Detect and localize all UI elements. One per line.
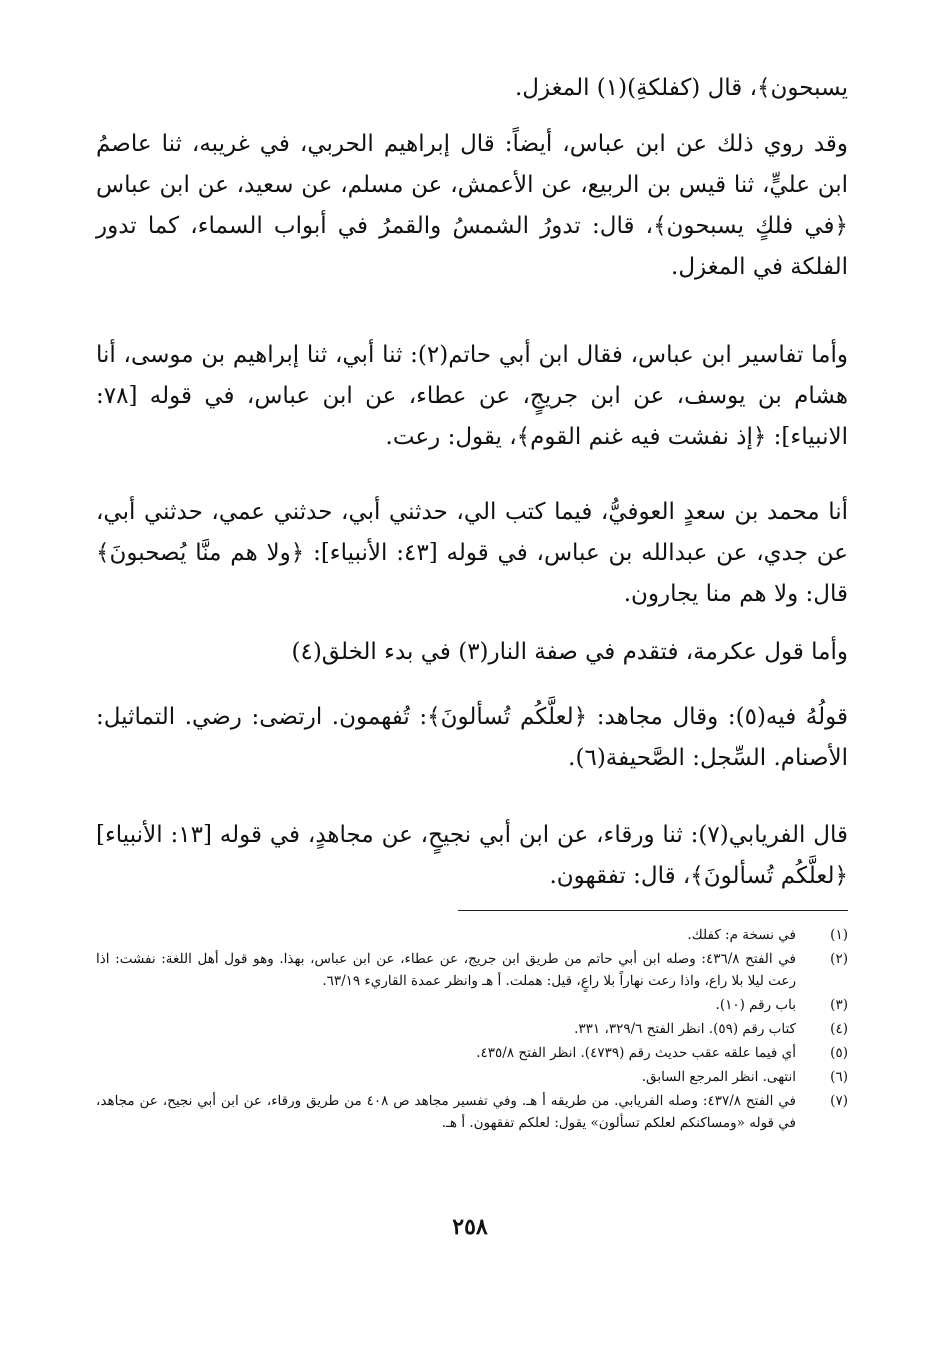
- footnote-number: (٥): [830, 1045, 848, 1061]
- footnote-number: (٤): [830, 1021, 848, 1037]
- footnote-number: (٢): [830, 951, 848, 967]
- footnote-separator: [458, 910, 848, 911]
- footnote-text: انتهى. انظر المرجع السابق.: [641, 1069, 796, 1085]
- footnote-7: [96, 1090, 848, 1134]
- footnote-number: (٧): [830, 1093, 848, 1109]
- paragraph-2: وقد روي ذلك عن ابن عباس، أيضاً: قال إبراهيم الحربي، في غريبه، ثنا عاصمُ ابن عليٍّ، ثنا قيس بن الربيع، عن الأعمش، عن مسلم، عن سعيد، عن ابن عباس ﴿في فلكٍ يسبحون﴾، قال: تدورُ الشمسُ والقمرُ في أبواب السماء، كما تدور الفلكة في المغزل.: [96, 131, 848, 280]
- paragraph-5: وأما قول عكرمة، فتقدم في صفة النار(٣) في بدء الخلق(٤): [291, 639, 848, 665]
- footnote-text: باب رقم (١٠).: [715, 997, 796, 1013]
- footnote-number: (٦): [830, 1069, 848, 1085]
- footnote-number: (١): [830, 927, 848, 943]
- footnote-6: [96, 1066, 848, 1088]
- footnote-2: [96, 948, 848, 992]
- footnotes: [96, 924, 848, 1136]
- footnote-5: [96, 1042, 848, 1064]
- footnote-3: [96, 994, 848, 1016]
- footnote-4: [96, 1018, 848, 1040]
- footnote-text: كتاب رقم (٥٩). انظر الفتح ٣٢٩/٦، ٣٣١.: [574, 1021, 796, 1037]
- footnote-1: [96, 924, 848, 946]
- paragraph-6: قولُهُ فيه(٥): وقال مجاهد: ﴿لعلَّكُم تُسألونَ﴾: تُفهمون. ارتضى: رضي. التماثيل: الأصنام. السِّجل: الصَّحيفة(٦).: [96, 704, 848, 771]
- footnote-text: في نسخة م: كفلك.: [687, 927, 796, 943]
- page-number: ٢٥٨: [452, 1214, 488, 1240]
- footnote-number: (٣): [830, 997, 848, 1013]
- footnote-text: في الفتح ٤٣٧/٨: وصله الفريابي. من طريقه أ هـ. وفي تفسير مجاهد ص ٤٠٨ من طريق ورقاء، عن ابن أبي نجيح، عن مجاهد، في قوله «ومساكنكم لعلكم تسألون» يقول: لعلكم تفقهون. أ هـ.: [96, 1093, 796, 1131]
- paragraph-3: وأما تفاسير ابن عباس، فقال ابن أبي حاتم(٢): ثنا أبي، ثنا إبراهيم بن موسى، أنا هشام بن يوسف، عن ابن جريجٍ، عن عطاء، عن ابن عباس، في قوله [٧٨: الانبياء]: ﴿إذ نفشت فيه غنم القوم﴾، يقول: رعت.: [96, 342, 848, 450]
- paragraph-1: يسبحون﴾، قال (كفلكةِ)(١) المغزل.: [514, 75, 848, 101]
- paragraph-4: أنا محمد بن سعدٍ العوفيُّ، فيما كتب الي، حدثني أبي، حدثني عمي، حدثني أبي، عن جدي، عن عبدالله بن عباس، في قوله [٤٣: الأنبياء]: ﴿ولا هم منَّا يُصحبونَ﴾ قال: ولا هم منا يجارون.: [96, 499, 848, 607]
- footnote-text: في الفتح ٤٣٦/٨: وصله ابن أبي حاتم من طريق ابن جريج، عن عطاء، عن ابن عباس، بهذا. وهو قول أهل اللغة: نفشت: اذا رعت ليلا بلا راع، واذا رعت نهاراً بلا راعٍ، قيل: هملت. أ هـ وانظر عمدة القاريء ٦٣/١٩.: [96, 951, 796, 989]
- paragraph-7: قال الفريابي(٧): ثنا ورقاء، عن ابن أبي نجيحٍ، عن مجاهدٍ، في قوله [١٣: الأنبياء] ﴿لعلَّكُم تُسألونَ﴾، قال: تفقهون.: [96, 822, 848, 889]
- footnote-text: أي فيما علقه عقب حديث رقم (٤٧٣٩). انظر الفتح ٤٣٥/٨.: [476, 1045, 796, 1061]
